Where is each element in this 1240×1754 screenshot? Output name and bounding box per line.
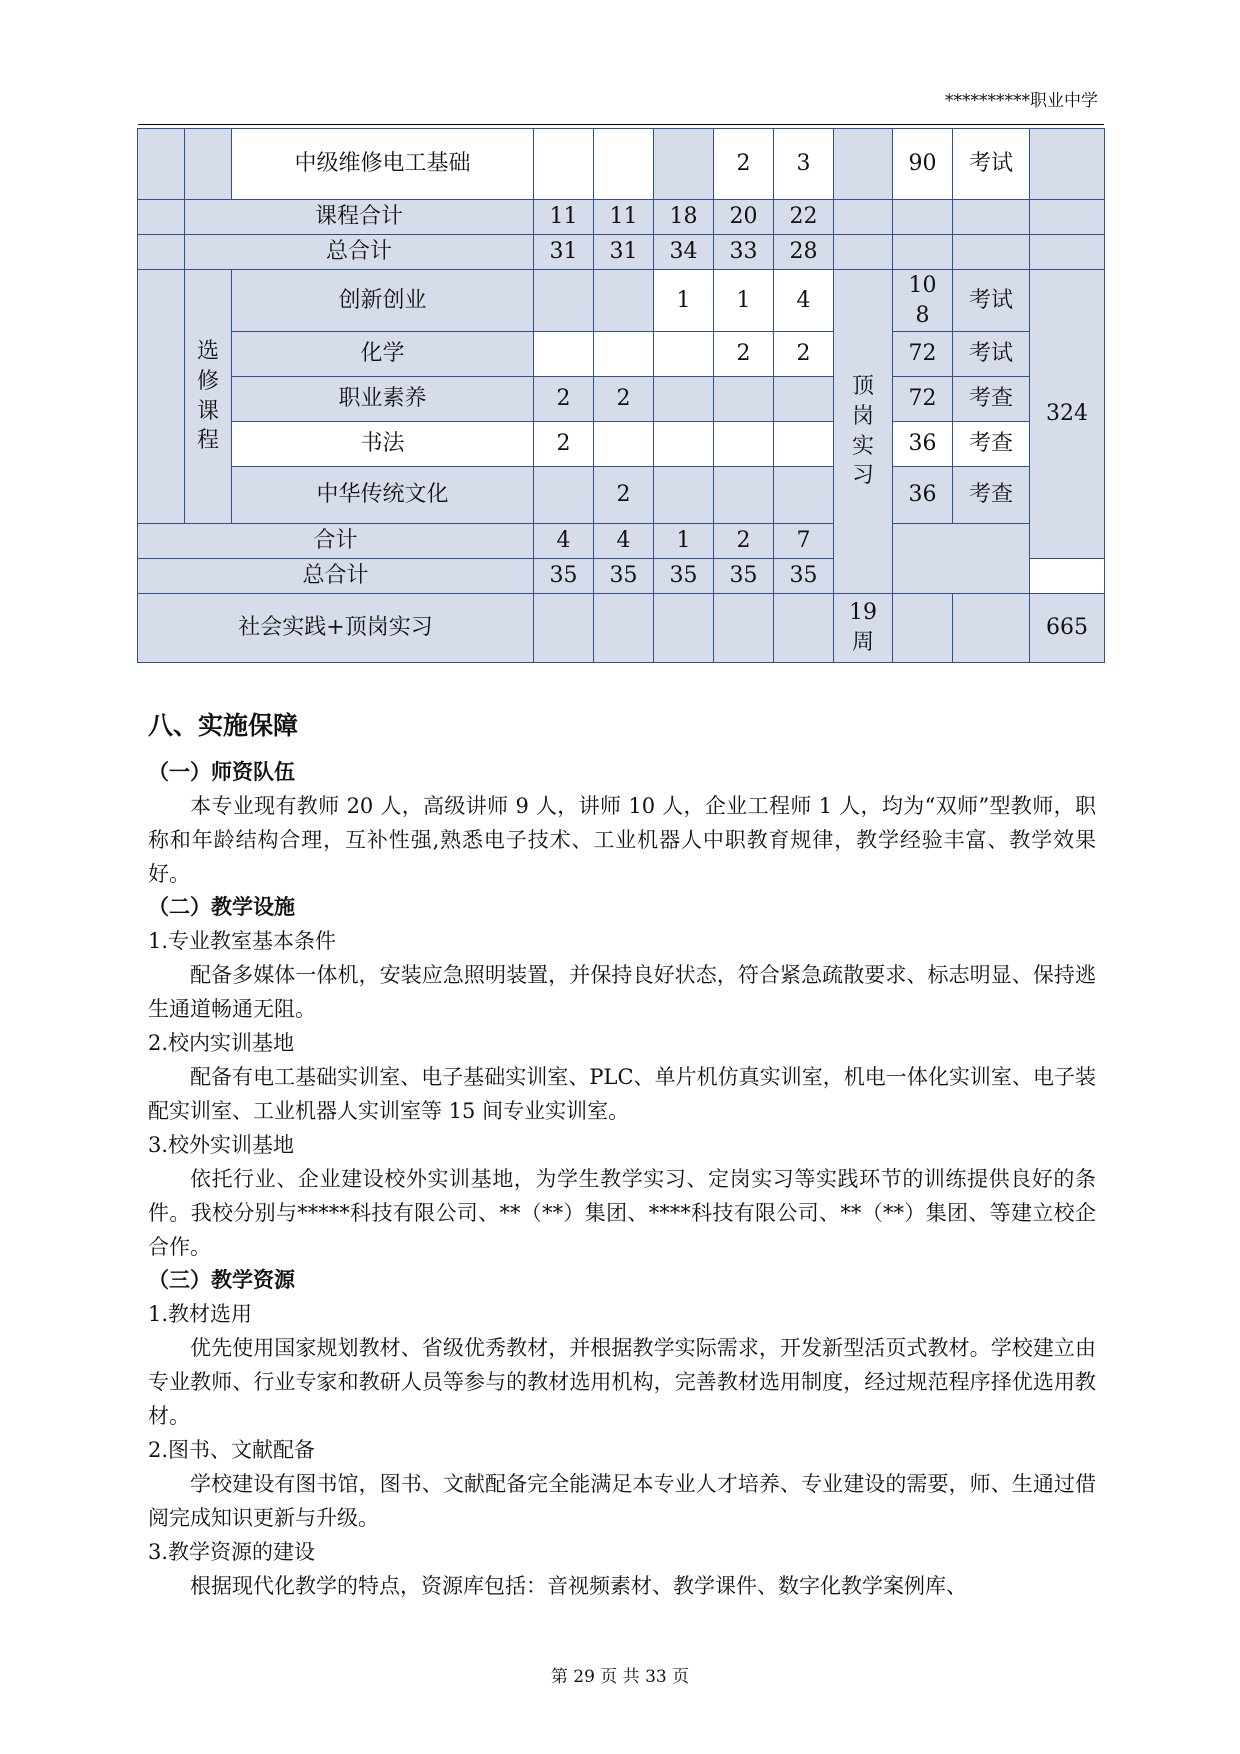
internship-cell (834, 129, 893, 200)
internship-label: 顶 岗 实 习 (834, 270, 893, 594)
semester-cell (594, 129, 654, 200)
course-name: 化学 (232, 332, 534, 377)
total-hours-cell (1030, 129, 1105, 200)
empty-cell (534, 594, 594, 663)
grand-total-value: 35 (534, 559, 594, 594)
practice-label: 社会实践+顶岗实习 (138, 594, 534, 663)
empty-cell (893, 524, 1030, 594)
table-row (138, 524, 1105, 559)
semester-cell (654, 467, 714, 524)
empty-cell (1030, 235, 1105, 270)
subcategory-cell (185, 129, 232, 200)
semester-cell: 3 (774, 129, 834, 200)
empty-cell (834, 200, 893, 235)
item-heading: 2.图书、文献配备 (148, 1438, 316, 1462)
grand-total-value: 35 (654, 559, 714, 594)
item-heading: 1.教材选用 (148, 1302, 253, 1326)
empty-cell (953, 235, 1030, 270)
hours-cell: 72 (893, 332, 953, 377)
item-heading: 3.校外实训基地 (148, 1133, 295, 1157)
paragraph: 本专业现有教师 20 人，高级讲师 9 人，讲师 10 人，企业工程师 1 人，均为“双师”型教师，职称和年龄结构合理，互补性强,熟悉电子技术、工业机器人中职教育规律，教学经验丰富、教学效果好。 (148, 794, 1096, 886)
subsection-title: （二）教学设施 (148, 895, 295, 919)
semester-cell (594, 422, 654, 467)
semester-cell (534, 270, 594, 332)
empty-cell (714, 594, 774, 663)
table-row (138, 332, 1105, 377)
semester-cell: 2 (534, 377, 594, 422)
semester-cell (774, 467, 834, 524)
paragraph: 配备有电工基础实训室、电子基础实训室、PLC、单片机仿真实训室，机电一体化实训室、电子装配实训室、工业机器人实训室等 15 间专业实训室。 (148, 1065, 1096, 1123)
implementation-section (148, 706, 1096, 1603)
elective-subtotal-value: 4 (534, 524, 594, 559)
hours-cell: 90 (893, 129, 953, 200)
empty-cell (774, 594, 834, 663)
practice-total: 665 (1030, 594, 1105, 663)
semester-cell (534, 332, 594, 377)
category-cell (138, 235, 185, 270)
section-title: 八、实施保障 (148, 711, 299, 740)
elective-subtotal-value: 4 (594, 524, 654, 559)
header-rule (138, 124, 1104, 125)
assessment-cell: 考查 (953, 377, 1030, 422)
grand-total-value: 35 (594, 559, 654, 594)
semester-cell: 2 (594, 377, 654, 422)
empty-cell (893, 200, 953, 235)
elective-total-hours: 324 (1030, 270, 1105, 559)
table-row (138, 270, 1105, 332)
semester-cell (534, 467, 594, 524)
empty-cell (893, 594, 953, 663)
empty-cell (893, 235, 953, 270)
paragraph: 依托行业、企业建设校外实训基地，为学生教学实习、定岗实习等实践环节的训练提供良好的条件。我校分别与*****科技有限公司、**（**）集团、****科技有限公司、**（**）集团、等建立校企合作。 (148, 1167, 1096, 1259)
semester-cell: 2 (714, 332, 774, 377)
course-total-value: 22 (774, 200, 834, 235)
course-schedule-table (137, 128, 1105, 663)
grand-total-value: 34 (654, 235, 714, 270)
hours-cell: 36 (893, 467, 953, 524)
course-name: 书法 (232, 422, 534, 467)
semester-cell: 4 (774, 270, 834, 332)
semester-cell (654, 377, 714, 422)
course-name: 创新创业 (232, 270, 534, 332)
empty-cell (1030, 200, 1105, 235)
assessment-cell: 考试 (953, 129, 1030, 200)
semester-cell (594, 270, 654, 332)
hours-cell: 72 (893, 377, 953, 422)
assessment-cell: 考查 (953, 422, 1030, 467)
semester-cell (594, 332, 654, 377)
item-heading: 1.专业教室基本条件 (148, 929, 337, 953)
empty-cell (594, 594, 654, 663)
empty-cell (953, 594, 1030, 663)
assessment-cell: 考查 (953, 467, 1030, 524)
assessment-cell: 考试 (953, 332, 1030, 377)
elective-label: 选 修 课 程 (185, 270, 232, 524)
semester-cell (714, 467, 774, 524)
category-cell (138, 129, 185, 200)
table-row (138, 129, 1105, 200)
empty-cell (834, 235, 893, 270)
hours-cell: 10 8 (893, 270, 953, 332)
table-row (138, 200, 1105, 235)
semester-cell (774, 377, 834, 422)
course-total-value: 11 (534, 200, 594, 235)
empty-cell (654, 594, 714, 663)
elective-subtotal-value: 1 (654, 524, 714, 559)
elective-subtotal-value: 2 (714, 524, 774, 559)
semester-cell (654, 129, 714, 200)
elective-subtotal-label: 合计 (138, 524, 534, 559)
course-name: 职业素养 (232, 377, 534, 422)
course-total-value: 18 (654, 200, 714, 235)
table-row (138, 594, 1105, 663)
course-total-value: 11 (594, 200, 654, 235)
semester-cell (654, 332, 714, 377)
grand-total-label: 总合计 (185, 235, 534, 270)
course-name: 中华传统文化 (232, 467, 534, 524)
semester-cell (714, 377, 774, 422)
semester-cell (534, 129, 594, 200)
grand-total-value: 31 (594, 235, 654, 270)
course-total-value: 20 (714, 200, 774, 235)
semester-cell (714, 422, 774, 467)
paragraph: 配备多媒体一体机，安装应急照明装置，并保持良好状态，符合紧急疏散要求、标志明显、保持逃生通道畅通无阻。 (148, 963, 1096, 1021)
table-row (138, 467, 1105, 524)
course-name: 中级维修电工基础 (232, 129, 534, 200)
empty-cell (1030, 559, 1105, 594)
semester-cell (774, 422, 834, 467)
empty-cell (953, 200, 1030, 235)
table-row (138, 235, 1105, 270)
paragraph: 优先使用国家规划教材、省级优秀教材，并根据教学实际需求，开发新型活页式教材。学校建立由专业教师、行业专家和教研人员等参与的教材选用机构，完善教材选用制度，经过规范程序择优选用教材。 (148, 1336, 1096, 1428)
grand-total-label: 总合计 (138, 559, 534, 594)
item-heading: 2.校内实训基地 (148, 1031, 295, 1055)
semester-cell: 2 (534, 422, 594, 467)
assessment-cell: 考试 (953, 270, 1030, 332)
semester-cell: 1 (714, 270, 774, 332)
grand-total-value: 33 (714, 235, 774, 270)
category-cell (138, 270, 185, 524)
semester-cell (654, 422, 714, 467)
table-row (138, 377, 1105, 422)
subsection-title: （一）师资队伍 (148, 760, 295, 784)
hours-cell: 36 (893, 422, 953, 467)
grand-total-value: 28 (774, 235, 834, 270)
paragraph: 根据现代化教学的特点，资源库包括：音视频素材、教学课件、数字化教学案例库、 (190, 1574, 967, 1598)
table-row (138, 422, 1105, 467)
semester-cell: 2 (774, 332, 834, 377)
item-heading: 3.教学资源的建设 (148, 1540, 316, 1564)
course-total-label: 课程合计 (185, 200, 534, 235)
semester-cell: 2 (714, 129, 774, 200)
grand-total-value: 31 (534, 235, 594, 270)
grand-total-value: 35 (714, 559, 774, 594)
practice-weeks: 19 周 (834, 594, 893, 663)
category-cell (138, 200, 185, 235)
subsection-title: （三）教学资源 (148, 1268, 295, 1292)
paragraph: 学校建设有图书馆，图书、文献配备完全能满足本专业人才培养、专业建设的需要，师、生通过借阅完成知识更新与升级。 (148, 1472, 1096, 1530)
elective-subtotal-value: 7 (774, 524, 834, 559)
grand-total-value: 35 (774, 559, 834, 594)
semester-cell: 1 (654, 270, 714, 332)
header-school-name: **********职业中学 (945, 91, 1098, 111)
page-number: 第 29 页 共 33 页 (550, 1667, 690, 1687)
semester-cell: 2 (594, 467, 654, 524)
